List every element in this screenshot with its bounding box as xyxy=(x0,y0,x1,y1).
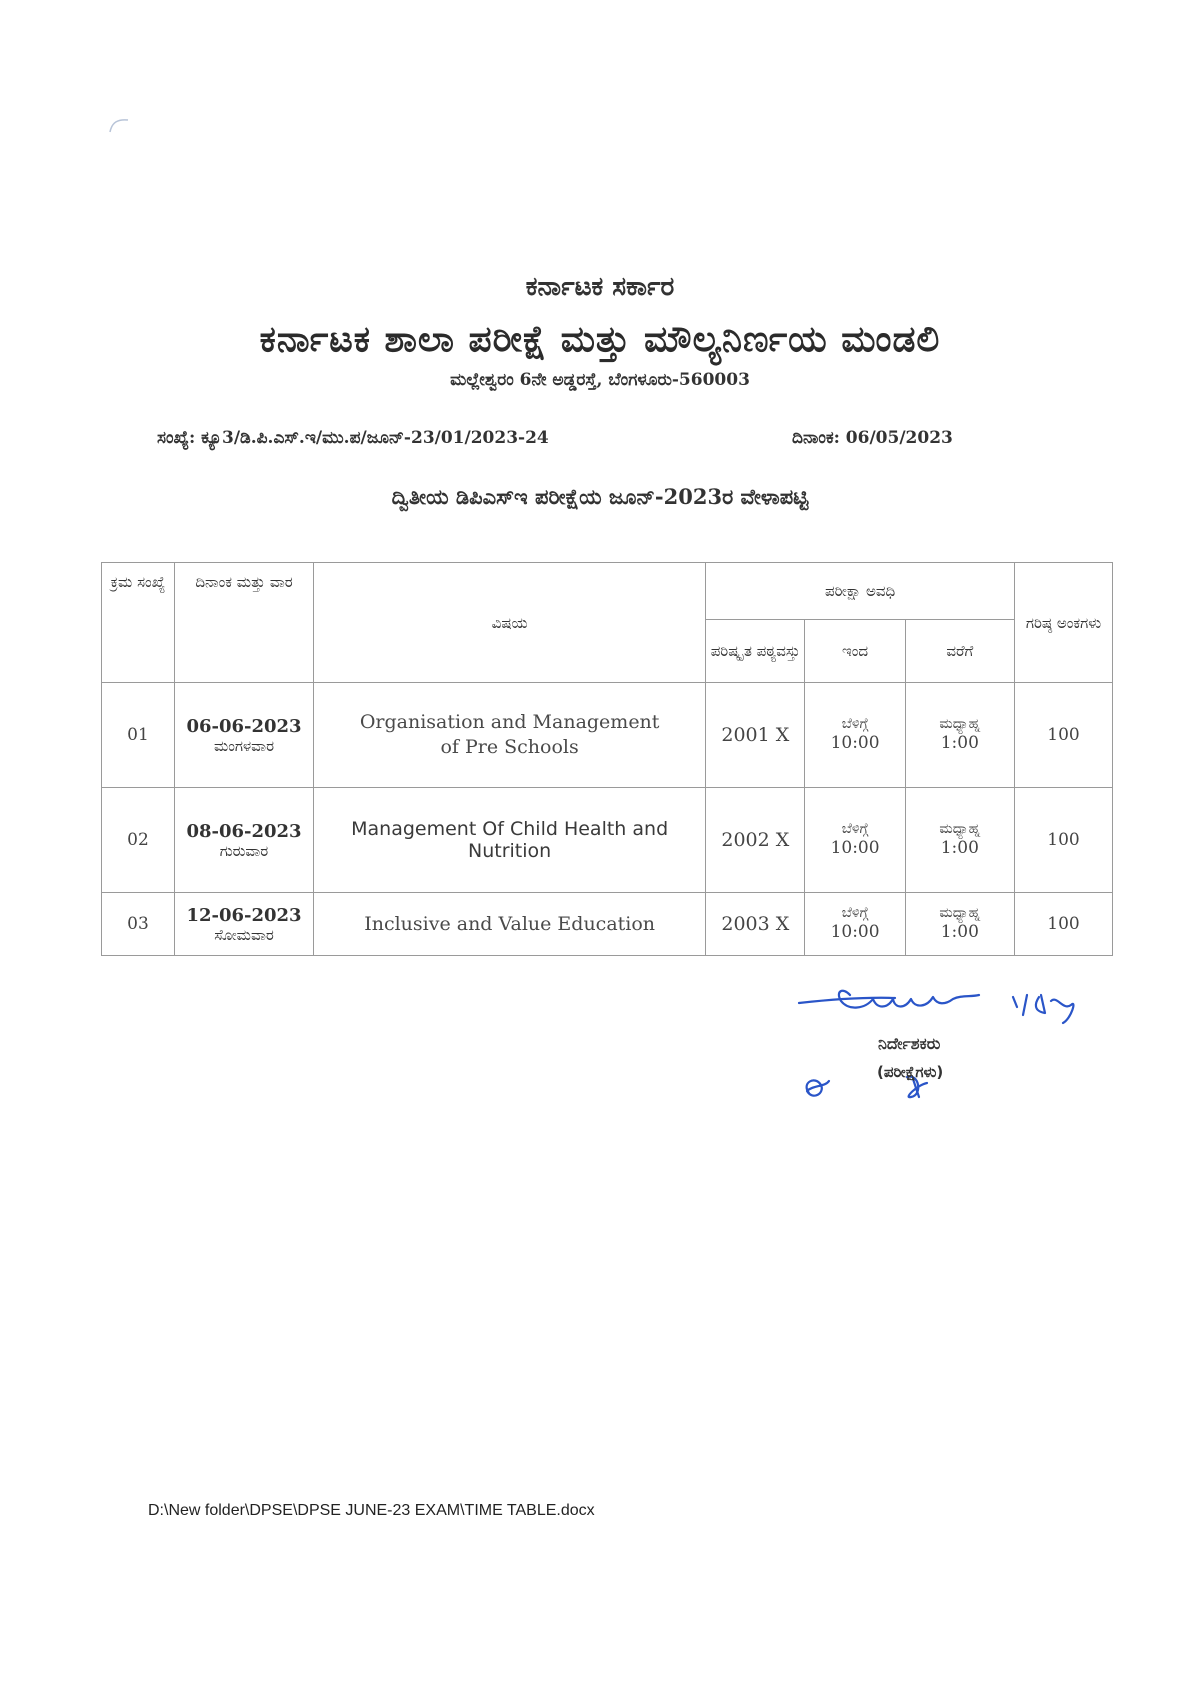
header-date-day: ದಿನಾಂಕ ಮತ್ತು ವಾರ xyxy=(174,563,313,683)
scan-artifact-mark xyxy=(108,116,130,134)
to-label: ಮಧ್ಯಾಹ್ನ xyxy=(939,820,981,837)
from-time: 10:00 xyxy=(830,838,880,859)
reference-number: ಸಂಖ್ಯೆ: ಕ್ಯೂ3/ಡಿ.ಪಿ.ಎಸ್.ಇ/ಮು.ಪ/ಜೂನ್-23/01/2023-24 xyxy=(157,428,549,448)
cell-to-time xyxy=(905,788,1014,893)
from-time: 10:00 xyxy=(830,922,880,943)
exam-date: 08-06-2023 xyxy=(186,820,302,842)
board-address: ಮಲ್ಲೇಶ್ವರಂ 6ನೇ ಅಡ್ಡರಸ್ತೆ, ಬೆಂಗಳೂರು-560003 xyxy=(450,370,750,390)
cell-from-time xyxy=(805,788,905,893)
exam-day: ಸೋಮವಾರ xyxy=(214,925,274,944)
director-subtitle: (ಪರೀಕ್ಷೆಗಳು) xyxy=(877,1063,944,1081)
file-path-footer: D:\New folder\DPSE\DPSE JUNE-23 EXAM\TIME TABLE.docx xyxy=(148,1502,595,1519)
cell-paper-code: 2002 X xyxy=(706,788,805,893)
to-time: 1:00 xyxy=(940,922,979,943)
to-time: 1:00 xyxy=(940,838,979,859)
header-exam-duration: ಪರೀಕ್ಷಾ ಅವಧಿ xyxy=(706,563,1015,620)
header-max-marks: ಗರಿಷ್ಠ ಅಂಕಗಳು xyxy=(1014,563,1112,683)
cell-from-time xyxy=(805,893,905,956)
cell-date-day xyxy=(174,893,313,956)
cell-paper-code: 2003 X xyxy=(706,893,805,956)
header-sl-no: ಕ್ರಮ ಸಂಖ್ಯೆ xyxy=(102,563,175,683)
to-label: ಮಧ್ಯಾಹ್ನ xyxy=(939,904,981,921)
table-header-row xyxy=(102,563,1113,620)
issue-date: ದಿನಾಂಕ: 06/05/2023 xyxy=(792,428,953,448)
cell-sl-no: 01 xyxy=(102,683,175,788)
cell-max-marks: 100 xyxy=(1014,683,1112,788)
from-time: 10:00 xyxy=(830,733,880,754)
header-to: ವರೆಗೆ xyxy=(905,620,1014,683)
exam-date: 06-06-2023 xyxy=(186,715,302,737)
table-row xyxy=(102,893,1113,956)
cell-sl-no: 02 xyxy=(102,788,175,893)
from-label: ಬೆಳಿಗ್ಗೆ xyxy=(841,715,869,732)
cell-date-day xyxy=(174,683,313,788)
subject-name: Management Of Child Health and Nutrition xyxy=(351,818,669,862)
header-subject: ವಿಷಯ xyxy=(314,563,706,683)
from-label: ಬೆಳಿಗ್ಗೆ xyxy=(841,820,869,837)
timetable-title: ದ್ವಿತೀಯ ಡಿಪಿಎಸ್‌ಇ ಪರೀಕ್ಷೆಯ ಜೂನ್-2023ರ ವೇಳಾಪಟ್ಟಿ xyxy=(391,484,809,509)
board-name-heading: ಕರ್ನಾಟಕ ಶಾಲಾ ಪರೀಕ್ಷೆ ಮತ್ತು ಮೌಲ್ಯನಿರ್ಣಯ ಮಂಡಲಿ xyxy=(259,318,941,360)
cell-subject xyxy=(314,788,706,893)
header-from: ಇಂದ xyxy=(805,620,905,683)
cell-from-time xyxy=(805,683,905,788)
cell-sl-no: 03 xyxy=(102,893,175,956)
cell-subject xyxy=(314,683,706,788)
cell-max-marks: 100 xyxy=(1014,788,1112,893)
director-title: ನಿರ್ದೇಶಕರು xyxy=(878,1034,941,1053)
cell-date-day xyxy=(174,788,313,893)
cell-subject xyxy=(314,893,706,956)
subject-name: Organisation and Management of Pre Schools xyxy=(359,711,660,758)
cell-paper-code: 2001 X xyxy=(706,683,805,788)
exam-day: ಮಂಗಳವಾರ xyxy=(214,736,275,755)
exam-day: ಗುರುವಾರ xyxy=(219,841,269,860)
exam-timetable xyxy=(101,562,1113,956)
exam-date: 12-06-2023 xyxy=(186,904,302,926)
from-label: ಬೆಳಿಗ್ಗೆ xyxy=(841,904,869,921)
government-heading: ಕರ್ನಾಟಕ ಸರ್ಕಾರ xyxy=(525,272,675,302)
to-label: ಮಧ್ಯಾಹ್ನ xyxy=(939,715,981,732)
cell-max-marks: 100 xyxy=(1014,893,1112,956)
cell-to-time xyxy=(905,683,1014,788)
subject-name: Inclusive and Value Education xyxy=(364,912,656,935)
cell-to-time xyxy=(905,893,1014,956)
table-row xyxy=(102,683,1113,788)
header-revised-syllabus: ಪರಿಷ್ಕೃತ ಪಠ್ಯವಸ್ತು xyxy=(706,620,805,683)
table-row xyxy=(102,788,1113,893)
to-time: 1:00 xyxy=(940,733,979,754)
